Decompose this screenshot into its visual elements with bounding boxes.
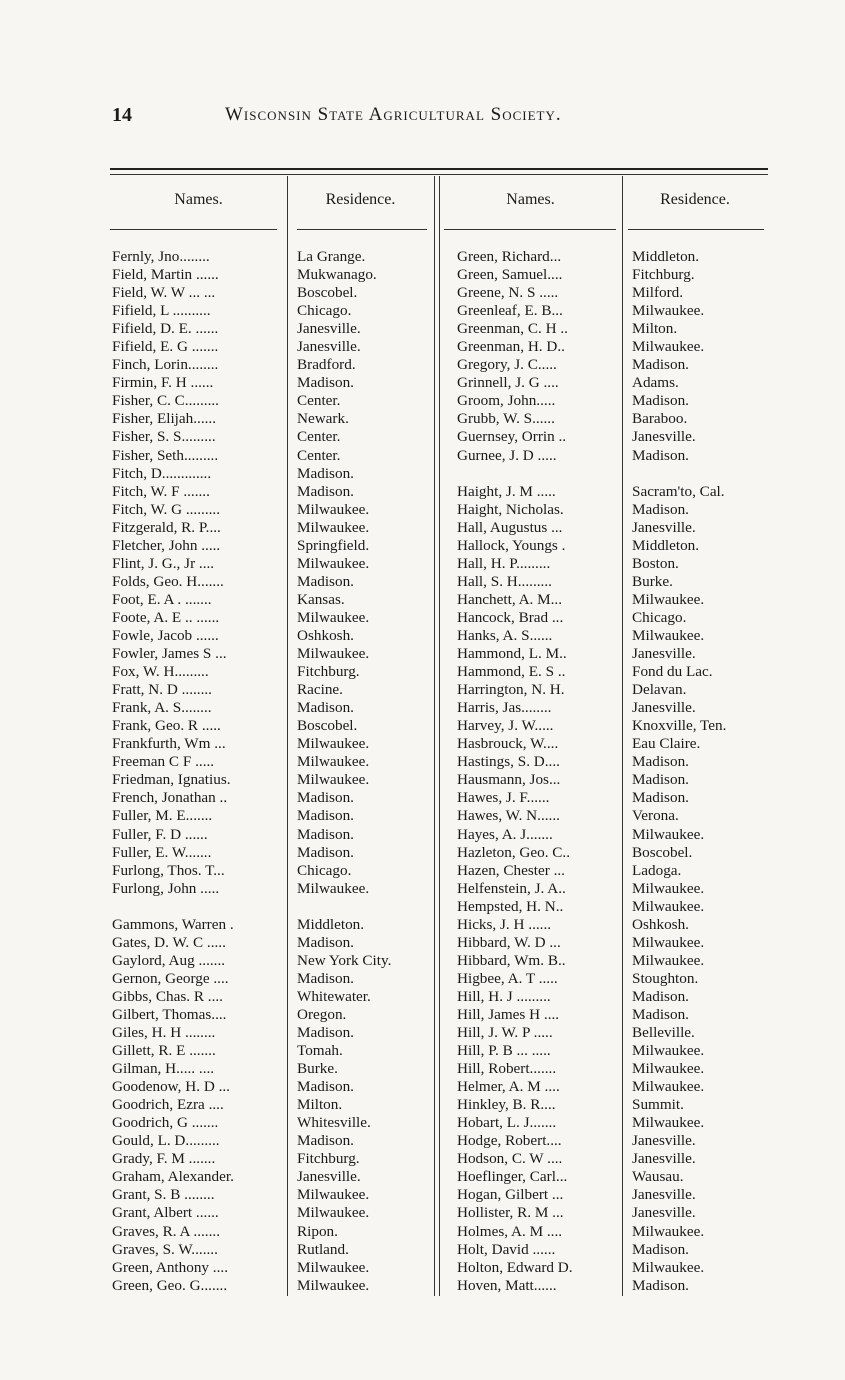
member-residence: Janesville. — [632, 1204, 696, 1222]
member-name: Green, Samuel.... — [457, 266, 563, 284]
member-residence: Middleton. — [297, 915, 365, 933]
left-residence-column — [297, 248, 434, 1295]
member-name: Gernon, George .... — [112, 969, 229, 987]
member-residence: Janesville. — [297, 338, 361, 356]
member-name: Hodge, Robert.... — [457, 1132, 562, 1150]
member-residence: Madison. — [297, 969, 354, 987]
column-divider-2 — [434, 176, 435, 1296]
member-residence: Chicago. — [297, 302, 352, 320]
member-residence: Baraboo. — [632, 410, 688, 428]
member-name: Fowle, Jacob ...... — [112, 626, 219, 644]
member-residence: Oshkosh. — [297, 626, 354, 644]
member-name: Field, W. W ... ... — [112, 284, 216, 302]
member-residence: Chicago. — [632, 608, 687, 626]
member-residence: Milwaukee. — [297, 554, 370, 572]
member-residence: Boscobel. — [632, 843, 693, 861]
member-name: Hibbard, W. D ... — [457, 933, 561, 951]
member-residence: Madison. — [297, 807, 354, 825]
member-residence: Milwaukee. — [632, 338, 705, 356]
member-residence: Madison. — [297, 374, 354, 392]
member-name: Hall, H. P......... — [457, 554, 551, 572]
member-name: Higbee, A. T ..... — [457, 969, 558, 987]
member-name: Frankfurth, Wm ... — [112, 735, 226, 753]
member-residence: Milwaukee. — [297, 608, 370, 626]
member-name: Gibbs, Chas. R .... — [112, 987, 223, 1005]
member-residence: Newark. — [297, 410, 349, 428]
member-residence: Milwaukee. — [297, 645, 370, 663]
member-name: Hill, James H .... — [457, 1005, 560, 1023]
member-name: Fitch, D............. — [112, 464, 212, 482]
member-name: Helmer, A. M .... — [457, 1078, 560, 1096]
member-name: Greenman, C. H .. — [457, 320, 568, 338]
member-residence: Rutland. — [297, 1240, 349, 1258]
member-residence: Madison. — [632, 753, 689, 771]
member-residence: Milwaukee. — [632, 1078, 705, 1096]
member-name: Fisher, C. C......... — [112, 392, 219, 410]
left-names-column — [112, 248, 286, 1295]
member-residence: Middleton. — [632, 248, 700, 265]
member-residence: Tomah. — [297, 1042, 343, 1060]
member-name: Holt, David ...... — [457, 1240, 556, 1258]
member-name: Green, Anthony .... — [112, 1258, 228, 1276]
member-name: Hazen, Chester ... — [457, 861, 565, 879]
member-name: Graves, R. A ....... — [112, 1222, 220, 1240]
member-residence: Madison. — [297, 572, 354, 590]
member-residence: Boscobel. — [297, 717, 358, 735]
member-name: Fox, W. H......... — [112, 663, 209, 681]
member-residence: Burke. — [297, 1060, 338, 1078]
header-names-right: Names. — [506, 191, 555, 208]
member-name: Hammond, E. S .. — [457, 663, 566, 681]
member-residence: Milwaukee. — [297, 771, 370, 789]
member-name: Hoven, Matt...... — [457, 1276, 557, 1294]
member-residence: Milwaukee. — [632, 951, 705, 969]
member-residence: Milwaukee. — [632, 897, 705, 915]
member-residence: Center. — [297, 446, 341, 464]
member-name: Grant, Albert ...... — [112, 1204, 219, 1222]
member-residence: Boston. — [632, 554, 679, 572]
member-name: Hinkley, B. R.... — [457, 1096, 556, 1114]
member-residence: Fitchburg. — [297, 1150, 360, 1168]
member-residence: Madison. — [297, 464, 354, 482]
member-name: Hayes, A. J....... — [457, 825, 553, 843]
member-name: Field, Martin ...... — [112, 266, 219, 284]
member-residence: Madison. — [632, 1005, 689, 1023]
member-name: Foote, A. E .. ...... — [112, 608, 220, 626]
member-name: Groom, John..... — [457, 392, 556, 410]
member-name: Frank, Geo. R ..... — [112, 717, 221, 735]
member-name: Fuller, F. D ...... — [112, 825, 208, 843]
member-name: Goodrich, G ....... — [112, 1114, 219, 1132]
member-residence: Madison. — [632, 1240, 689, 1258]
member-name: Gould, L. D......... — [112, 1132, 220, 1150]
member-residence: New York City. — [297, 951, 392, 969]
member-name: Gurnee, J. D ..... — [457, 446, 557, 464]
member-name — [457, 465, 621, 483]
member-residence: Sacram'to, Cal. — [632, 482, 725, 500]
member-residence: Milwaukee. — [297, 735, 370, 753]
member-name: Hempsted, H. N.. — [457, 897, 564, 915]
column-divider-1 — [287, 176, 288, 1296]
member-name: Fuller, E. W....... — [112, 843, 212, 861]
running-title: Wisconsin State Agricultural Society. — [225, 104, 562, 125]
member-name: Hanks, A. S...... — [457, 626, 553, 644]
top-rule-thin — [110, 174, 768, 175]
member-residence: Kansas. — [297, 590, 345, 608]
member-residence: Oregon. — [297, 1005, 347, 1023]
member-residence: Janesville. — [632, 518, 696, 536]
member-residence: Janesville. — [632, 699, 696, 717]
member-name: Gaylord, Aug ....... — [112, 951, 226, 969]
member-residence: Springfield. — [297, 536, 370, 554]
member-name: Fletcher, John ..... — [112, 536, 221, 554]
member-residence: Middleton. — [632, 536, 700, 554]
header-rule — [110, 229, 277, 230]
member-residence: Adams. — [632, 374, 679, 392]
member-name: Hancock, Brad ... — [457, 608, 564, 626]
member-name: Hodson, C. W .... — [457, 1150, 563, 1168]
member-name — [112, 898, 286, 916]
member-name: Hill, H. J ......... — [457, 987, 551, 1005]
member-residence: Madison. — [632, 446, 689, 464]
member-residence: Madison. — [297, 1132, 354, 1150]
member-residence: Eau Claire. — [632, 735, 701, 753]
member-residence: Madison. — [632, 392, 689, 410]
member-name: Hollister, R. M ... — [457, 1204, 564, 1222]
member-residence: Janesville. — [632, 1186, 696, 1204]
member-name: Grady, F. M ....... — [112, 1150, 216, 1168]
member-name: Harvey, J. W..... — [457, 717, 554, 735]
member-residence: Madison. — [297, 699, 354, 717]
top-rule — [110, 168, 768, 170]
column-divider-3 — [439, 176, 440, 1296]
member-residence: Oshkosh. — [632, 915, 689, 933]
member-residence: Milwaukee. — [632, 1042, 705, 1060]
member-residence: Ladoga. — [632, 861, 682, 879]
member-name: Greenman, H. D.. — [457, 338, 565, 356]
member-residence: Madison. — [297, 843, 354, 861]
member-residence: Whitewater. — [297, 987, 371, 1005]
header-rule — [628, 229, 764, 230]
member-residence: Milton. — [297, 1096, 343, 1114]
member-name: Hawes, W. N...... — [457, 807, 560, 825]
member-name: Gilbert, Thomas.... — [112, 1005, 227, 1023]
member-name: Haight, J. M ..... — [457, 482, 556, 500]
member-name: Hausmann, Jos... — [457, 771, 561, 789]
header-rule — [297, 229, 427, 230]
member-residence: Wausau. — [632, 1168, 684, 1186]
member-residence: Madison. — [632, 1276, 689, 1294]
member-residence: Madison. — [297, 482, 354, 500]
member-name: Hicks, J. H ...... — [457, 915, 552, 933]
member-residence: Milwaukee. — [632, 1222, 705, 1240]
member-name: Hazleton, Geo. C.. — [457, 843, 571, 861]
member-residence: Janesville. — [632, 1150, 696, 1168]
member-name: Hallock, Youngs . — [457, 536, 566, 554]
member-residence: Summit. — [632, 1096, 684, 1114]
member-residence — [297, 898, 434, 916]
member-name: Guernsey, Orrin .. — [457, 428, 567, 446]
member-residence: Milwaukee. — [297, 1186, 370, 1204]
member-residence: Janesville. — [297, 320, 361, 338]
member-residence: Madison. — [632, 789, 689, 807]
member-name: Hoeflinger, Carl... — [457, 1168, 568, 1186]
member-name: Fisher, Elijah...... — [112, 410, 217, 428]
member-name: Freeman C F ..... — [112, 753, 215, 771]
member-name: Fernly, Jno........ — [112, 248, 210, 265]
member-name: Graves, S. W....... — [112, 1240, 218, 1258]
member-residence: Milwaukee. — [632, 1258, 705, 1276]
member-name: Giles, H. H ........ — [112, 1024, 216, 1042]
member-name: Fifield, D. E. ...... — [112, 320, 219, 338]
member-residence: Belleville. — [632, 1024, 695, 1042]
member-name: Folds, Geo. H....... — [112, 572, 224, 590]
column-divider-4 — [622, 176, 623, 1296]
member-residence: Fitchburg. — [632, 266, 695, 284]
member-name: Fifield, E. G ....... — [112, 338, 219, 356]
member-name: Greene, N. S ..... — [457, 284, 559, 302]
member-name: Fitzgerald, R. P.... — [112, 518, 221, 536]
member-residence: Center. — [297, 392, 341, 410]
member-residence: Delavan. — [632, 681, 687, 699]
member-residence: Milwaukee. — [297, 518, 370, 536]
member-name: French, Jonathan .. — [112, 789, 228, 807]
member-name: Hill, Robert....... — [457, 1060, 557, 1078]
member-name: Graham, Alexander. — [112, 1168, 234, 1186]
member-name: Holmes, A. M .... — [457, 1222, 563, 1240]
member-residence: Milford. — [632, 284, 684, 302]
member-residence: Milwaukee. — [297, 500, 370, 518]
member-name: Hill, P. B ... ..... — [457, 1042, 551, 1060]
member-name: Fisher, Seth......... — [112, 446, 219, 464]
member-residence: Milton. — [632, 320, 678, 338]
member-name: Friedman, Ignatius. — [112, 771, 231, 789]
member-residence: Milwaukee. — [297, 1258, 370, 1276]
header-rule — [444, 229, 616, 230]
member-residence: Racine. — [297, 681, 343, 699]
member-name: Hill, J. W. P ..... — [457, 1024, 553, 1042]
member-name: Gregory, J. C..... — [457, 356, 557, 374]
member-residence: Madison. — [297, 933, 354, 951]
member-residence: Madison. — [297, 1024, 354, 1042]
member-name: Haight, Nicholas. — [457, 500, 564, 518]
member-residence: Madison. — [297, 825, 354, 843]
member-name: Harris, Jas........ — [457, 699, 552, 717]
member-name: Fuller, M. E....... — [112, 807, 213, 825]
member-residence: Milwaukee. — [632, 1114, 705, 1132]
member-residence: Milwaukee. — [632, 626, 705, 644]
member-residence — [632, 465, 768, 483]
member-residence: Milwaukee. — [632, 590, 705, 608]
member-residence: Milwaukee. — [632, 302, 705, 320]
member-name: Grant, S. B ........ — [112, 1186, 215, 1204]
member-name: Gammons, Warren . — [112, 915, 234, 933]
member-name: Furlong, John ..... — [112, 879, 220, 897]
member-name: Hastings, S. D.... — [457, 753, 560, 771]
member-residence: Madison. — [297, 1078, 354, 1096]
member-residence: Knoxville, Ten. — [632, 717, 727, 735]
member-name: Fratt, N. D ........ — [112, 681, 212, 699]
member-residence: Janesville. — [632, 1132, 696, 1150]
member-name: Helfenstein, J. A.. — [457, 879, 566, 897]
member-residence: Milwaukee. — [297, 1204, 370, 1222]
member-name: Greenleaf, E. B... — [457, 302, 563, 320]
member-residence: Milwaukee. — [297, 879, 370, 897]
member-name: Green, Richard... — [457, 248, 562, 265]
member-residence: Milwaukee. — [297, 753, 370, 771]
member-name: Firmin, F. H ...... — [112, 374, 214, 392]
member-residence: Verona. — [632, 807, 679, 825]
member-name: Hobart, L. J....... — [457, 1114, 557, 1132]
member-name: Hanchett, A. M... — [457, 590, 563, 608]
member-name: Fowler, James S ... — [112, 645, 227, 663]
member-residence: Janesville. — [632, 428, 696, 446]
member-residence: Ripon. — [297, 1222, 338, 1240]
member-name: Fisher, S. S......... — [112, 428, 216, 446]
member-name: Gates, D. W. C ..... — [112, 933, 226, 951]
member-name: Holton, Edward D. — [457, 1258, 573, 1276]
member-residence: Janesville. — [632, 645, 696, 663]
member-name: Goodenow, H. D ... — [112, 1078, 230, 1096]
member-residence: Whitesville. — [297, 1114, 371, 1132]
header-residence-left: Residence. — [325, 191, 396, 208]
member-name: Gillett, R. E ....... — [112, 1042, 216, 1060]
member-residence: Milwaukee. — [632, 1060, 705, 1078]
page-number: 14 — [112, 104, 132, 126]
member-residence: Madison. — [632, 356, 689, 374]
member-name: Gilman, H..... .... — [112, 1060, 215, 1078]
member-name: Grubb, W. S...... — [457, 410, 555, 428]
member-name: Hasbrouck, W.... — [457, 735, 559, 753]
member-name: Finch, Lorin........ — [112, 356, 219, 374]
member-residence: Janesville. — [297, 1168, 361, 1186]
member-residence: Burke. — [632, 572, 673, 590]
member-residence: Milwaukee. — [632, 933, 705, 951]
member-name: Frank, A. S........ — [112, 699, 212, 717]
member-name: Flint, J. G., Jr .... — [112, 554, 215, 572]
member-name: Green, Geo. G....... — [112, 1276, 228, 1294]
member-residence: Madison. — [632, 500, 689, 518]
header-residence-right: Residence. — [660, 191, 730, 208]
member-name: Hogan, Gilbert ... — [457, 1186, 564, 1204]
member-residence: Center. — [297, 428, 341, 446]
member-name: Hall, Augustus ... — [457, 518, 563, 536]
member-residence: Fitchburg. — [297, 663, 360, 681]
member-residence: Bradford. — [297, 356, 356, 374]
member-name: Furlong, Thos. T... — [112, 861, 225, 879]
member-name: Fifield, L .......... — [112, 302, 211, 320]
member-name: Goodrich, Ezra .... — [112, 1096, 224, 1114]
member-residence: Milwaukee. — [632, 825, 705, 843]
header-names-left: Names. — [174, 191, 223, 208]
member-name: Hall, S. H......... — [457, 572, 552, 590]
member-name: Harrington, N. H. — [457, 681, 565, 699]
member-residence: Madison. — [297, 789, 354, 807]
member-residence: Mukwanago. — [297, 266, 377, 284]
member-residence: Fond du Lac. — [632, 663, 713, 681]
member-name: Foot, E. A . ....... — [112, 590, 212, 608]
member-residence: Madison. — [632, 771, 689, 789]
member-name: Fitch, W. F ....... — [112, 482, 210, 500]
member-residence: Boscobel. — [297, 284, 358, 302]
member-residence: La Grange. — [297, 248, 366, 265]
member-name: Hawes, J. F...... — [457, 789, 550, 807]
member-residence: Milwaukee. — [297, 1276, 370, 1294]
member-residence: Stoughton. — [632, 969, 699, 987]
right-residence-column — [632, 248, 768, 1295]
member-name: Hibbard, Wm. B.. — [457, 951, 566, 969]
member-name: Grinnell, J. G .... — [457, 374, 559, 392]
member-residence: Chicago. — [297, 861, 352, 879]
right-names-column — [457, 248, 621, 1295]
member-residence: Milwaukee. — [632, 879, 705, 897]
member-name: Hammond, L. M.. — [457, 645, 567, 663]
member-residence: Madison. — [632, 987, 689, 1005]
member-name: Fitch, W. G ......... — [112, 500, 221, 518]
